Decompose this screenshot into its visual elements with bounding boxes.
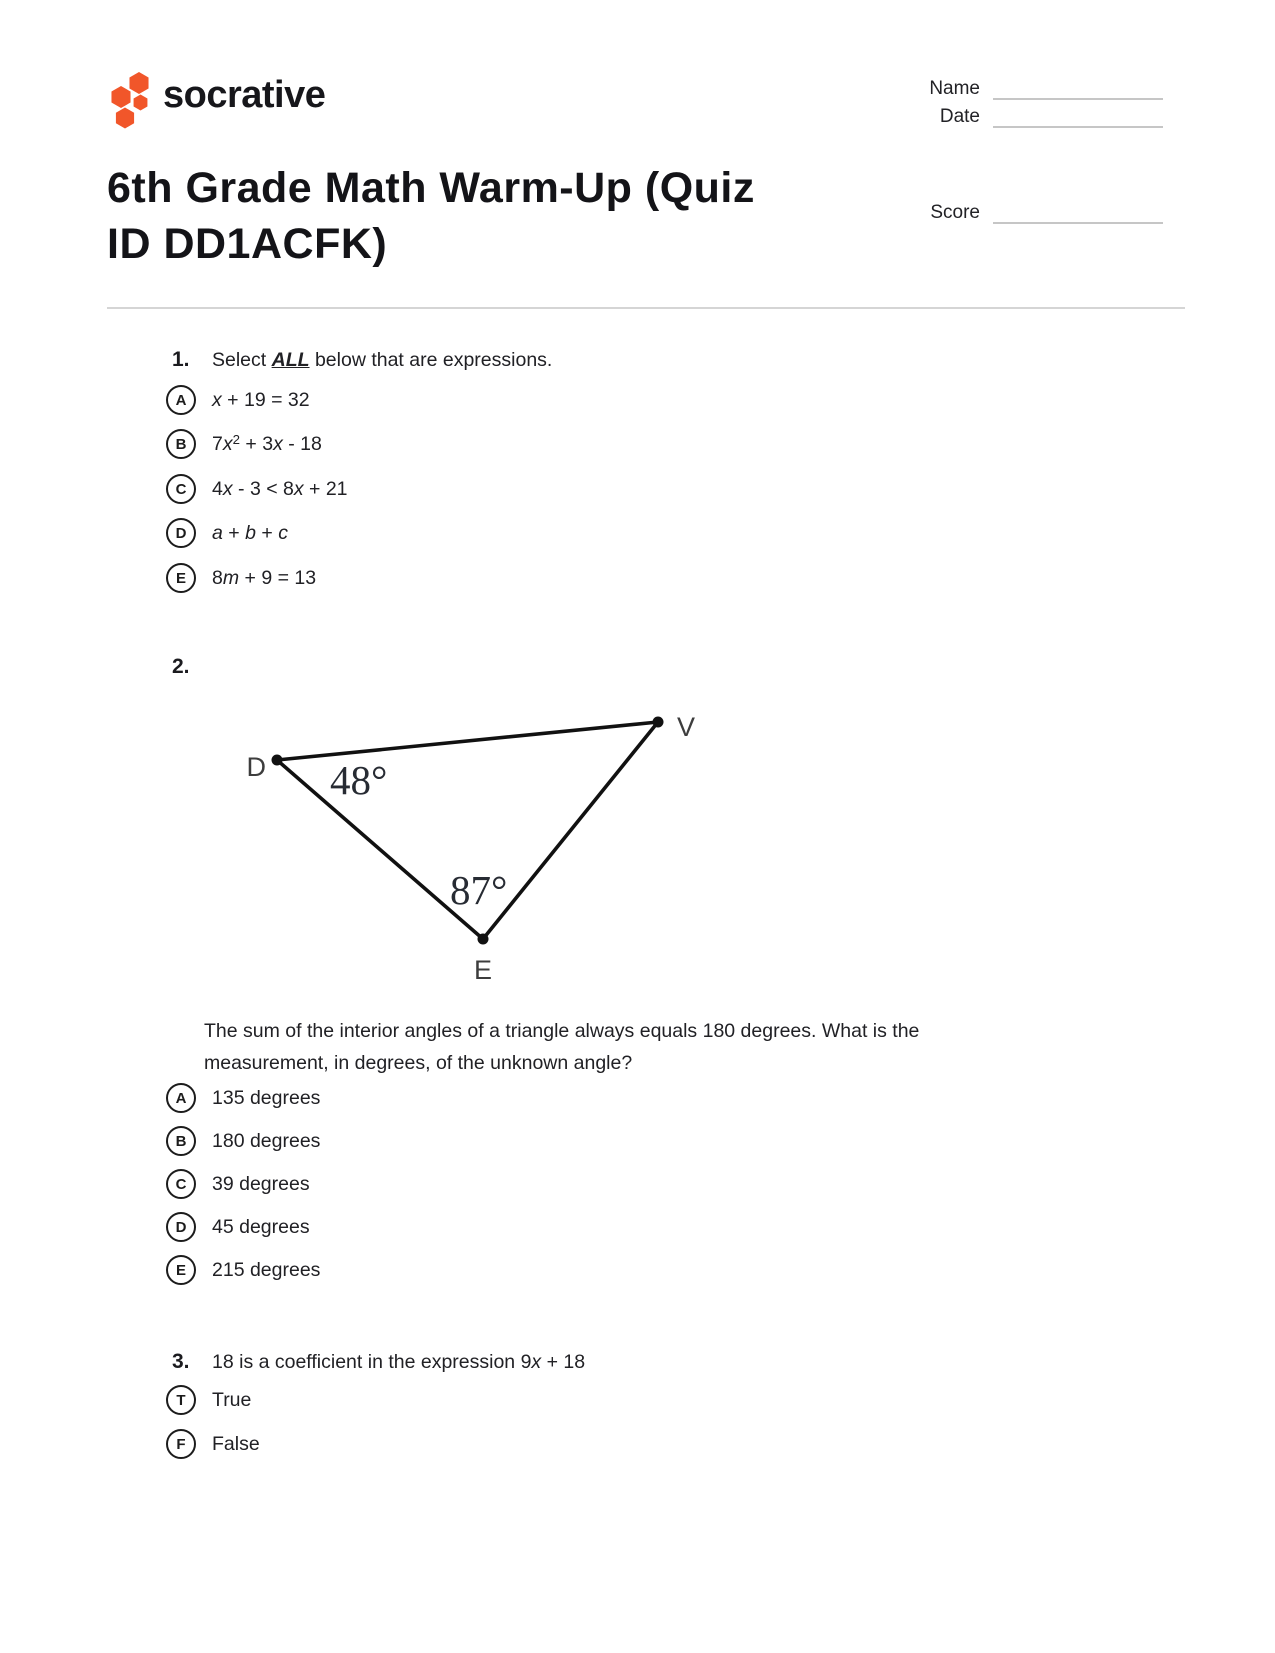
option-row xyxy=(166,1083,320,1113)
score-label: Score xyxy=(930,202,980,223)
answer-bubble-a[interactable]: A xyxy=(166,385,196,415)
question-2-number: 2. xyxy=(172,655,190,678)
option-text: False xyxy=(212,1432,260,1455)
answer-bubble-true[interactable]: T xyxy=(166,1385,196,1415)
question-2-header xyxy=(172,653,212,680)
option-text: 45 degrees xyxy=(212,1215,310,1238)
answer-bubble-false[interactable]: F xyxy=(166,1429,196,1459)
answer-bubble-d[interactable]: D xyxy=(166,518,196,548)
option-text: 180 degrees xyxy=(212,1129,321,1152)
option-text: 135 degrees xyxy=(212,1086,321,1109)
answer-bubble-e[interactable]: E xyxy=(166,1255,196,1285)
name-label: Name xyxy=(929,78,980,99)
option-row xyxy=(166,1126,320,1156)
option-row xyxy=(166,1429,260,1459)
question-3-number: 3. xyxy=(172,1350,190,1373)
question-1-header xyxy=(172,346,552,374)
option-text: True xyxy=(212,1388,252,1411)
option-row xyxy=(166,1169,310,1199)
vertex-dot-e xyxy=(478,934,489,945)
vertex-dot-d xyxy=(272,755,283,766)
answer-bubble-c[interactable]: C xyxy=(166,1169,196,1199)
angle-label-48: 48° xyxy=(330,757,388,803)
option-row xyxy=(166,518,288,548)
answer-bubble-e[interactable]: E xyxy=(166,563,196,593)
option-row xyxy=(166,474,348,504)
question-1-prompt: Select ALL below that are expressions. xyxy=(212,349,553,371)
divider xyxy=(107,307,1185,309)
question-2-prompt: The sum of the interior angles of a triangle always equals 180 degrees. What is the measurement, in degrees, of the unknown angle? xyxy=(204,1020,920,1074)
brand-wordmark: socrative xyxy=(163,74,326,116)
triangle-figure xyxy=(228,652,720,997)
answer-bubble-b[interactable]: B xyxy=(166,429,196,459)
logo-hexagon xyxy=(134,95,148,111)
angle-label-87: 87° xyxy=(450,867,508,913)
answer-bubble-d[interactable]: D xyxy=(166,1212,196,1242)
triangle-side-ev xyxy=(483,722,658,939)
option-row xyxy=(166,1255,320,1285)
option-row xyxy=(166,385,310,415)
option-row xyxy=(166,429,322,459)
score-field-row xyxy=(860,202,1163,224)
date-field-row xyxy=(860,106,1163,128)
option-text: 4x - 3 < 8x + 21 xyxy=(212,477,348,500)
score-blank-line[interactable] xyxy=(993,204,1163,224)
vertex-label-e: E xyxy=(473,955,493,985)
option-text: 8m + 9 = 13 xyxy=(212,566,317,589)
option-row xyxy=(166,1385,251,1415)
option-text: 215 degrees xyxy=(212,1258,321,1281)
logo-hexagon xyxy=(111,86,130,108)
vertex-label-d: D xyxy=(246,752,266,782)
answer-bubble-c[interactable]: C xyxy=(166,474,196,504)
socrative-hexagons-icon xyxy=(98,66,152,130)
triangle-side-dv xyxy=(277,722,658,760)
vertex-label-v: V xyxy=(677,712,696,742)
option-text: x + 19 = 32 xyxy=(212,388,310,411)
option-text: a + b + c xyxy=(212,521,288,544)
date-blank-line[interactable] xyxy=(993,108,1163,128)
name-field-row xyxy=(860,78,1163,100)
question-3-header xyxy=(172,1348,585,1376)
vertex-dot-v xyxy=(653,717,664,728)
logo-hexagon xyxy=(116,108,134,129)
option-text: 39 degrees xyxy=(212,1172,310,1195)
option-row xyxy=(166,1212,310,1242)
question-3-prompt: 18 is a coefficient in the expression 9x + 18 xyxy=(212,1351,586,1373)
name-blank-line[interactable] xyxy=(993,80,1163,100)
quiz-title: 6th Grade Math Warm-Up (Quiz ID DD1ACFK) xyxy=(107,164,755,268)
question-1-number: 1. xyxy=(172,348,190,371)
date-label: Date xyxy=(939,106,980,127)
option-row xyxy=(166,563,316,593)
logo-hexagon xyxy=(129,72,148,94)
answer-bubble-a[interactable]: A xyxy=(166,1083,196,1113)
option-text: $7x^2 + 3x - 18$ xyxy=(212,432,322,455)
answer-bubble-b[interactable]: B xyxy=(166,1126,196,1156)
